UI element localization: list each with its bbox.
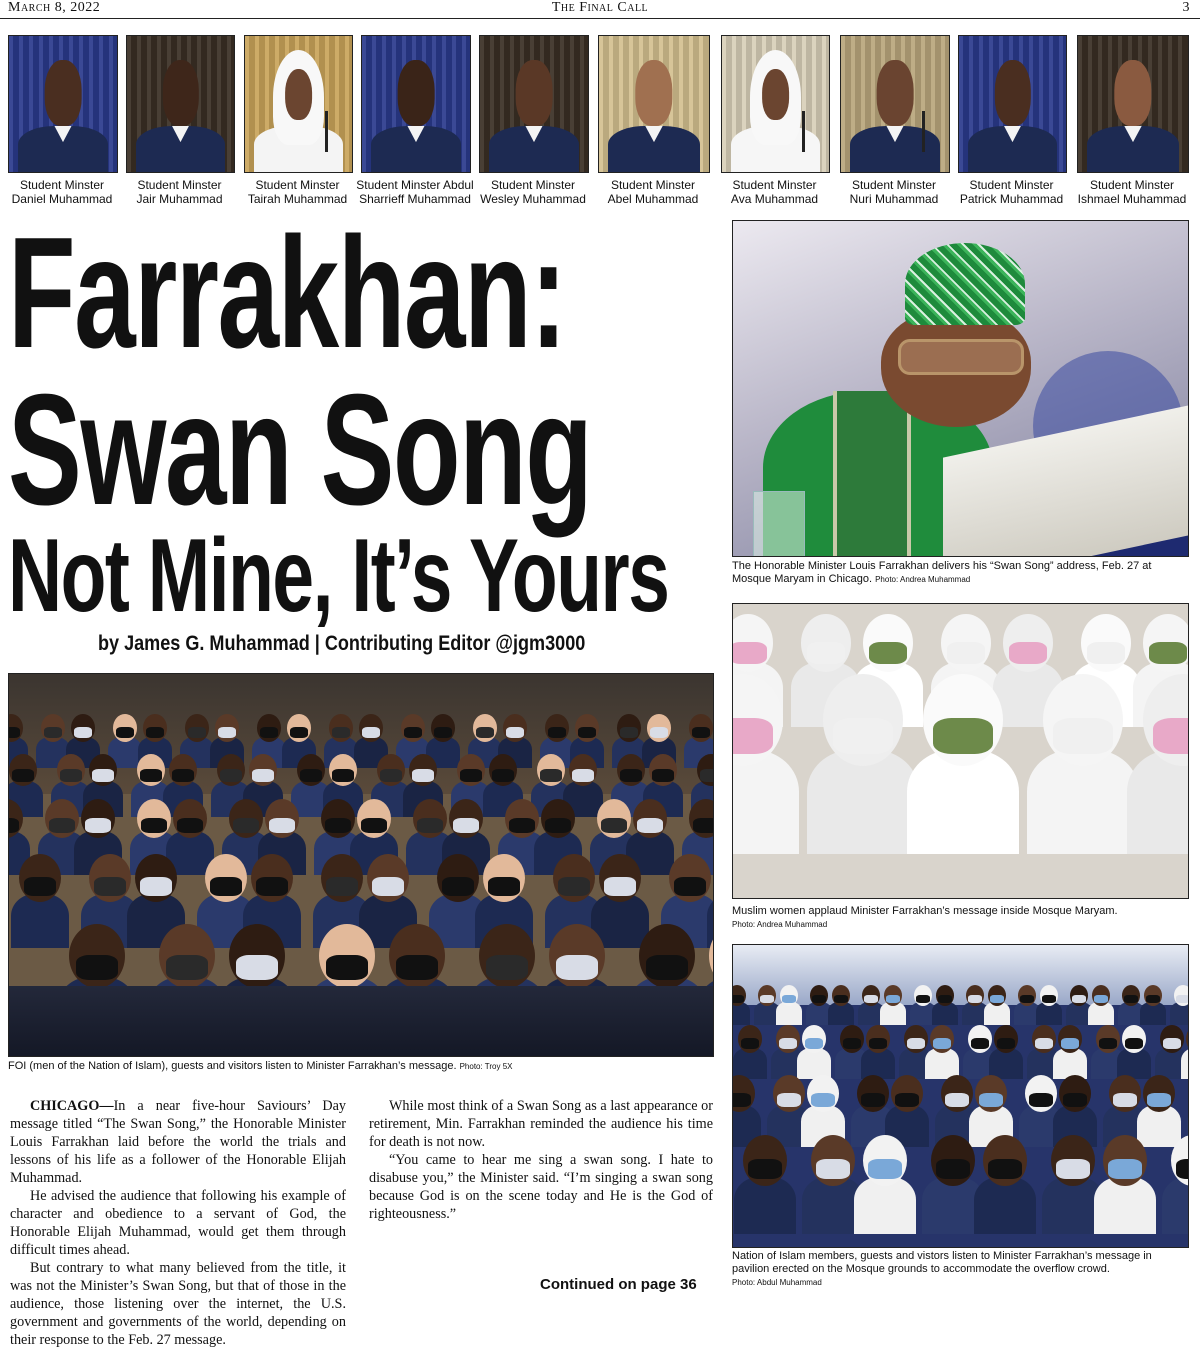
photo-credit: Photo: Troy 5X bbox=[459, 1062, 513, 1071]
article-paragraph: But contrary to what many believed from the title, it was not the Minister’s Swan Song, but that of those in the audience, those listening over the internet, the U.S. government and governments of the world, depending on their response to the Feb. 27 message. bbox=[10, 1260, 346, 1348]
pavilion-ceiling bbox=[733, 945, 1188, 1005]
face bbox=[45, 60, 82, 125]
headshot-name: Tairah Muhammad bbox=[247, 192, 348, 206]
headshot-photo bbox=[958, 35, 1067, 173]
headshot-photo bbox=[8, 35, 118, 173]
water-glass bbox=[753, 491, 805, 557]
face bbox=[1114, 60, 1151, 125]
headshot-name: Wesley Muhammad bbox=[480, 192, 586, 206]
headshot-name: Nuri Muhammad bbox=[849, 192, 939, 206]
headshot-caption bbox=[2, 178, 122, 206]
caption-text: Nation of Islam members, guests and vistors listen to Minister Farrakhan’s message in pavilion erected on the Mosque grounds to accommodate the overflow crowd. bbox=[732, 1250, 1152, 1275]
women-applaud-photo bbox=[732, 603, 1189, 899]
continued-on-page-link[interactable]: Continued on page 36 bbox=[540, 1276, 697, 1293]
headshot-title: Student Minster bbox=[490, 178, 576, 192]
article-column-1-continued bbox=[10, 1259, 346, 1349]
headshot-name: Patrick Muhammad bbox=[959, 192, 1064, 206]
article-paragraph: He advised the audience that following his example of character and obedience to a servant of God, the Honorable Elijah Muhammad, would get them through difficult times ahead. bbox=[10, 1188, 346, 1258]
byline: by James G. Muhammad | Contributing Editor @jgm3000 bbox=[98, 632, 586, 655]
headshot-title: Student Minster bbox=[610, 178, 696, 192]
photo-credit: Photo: Abdul Muhammad bbox=[732, 1278, 822, 1287]
foi-photo-caption bbox=[8, 1060, 712, 1073]
headline-line-1: Farrakhan: bbox=[8, 205, 566, 381]
face bbox=[635, 60, 672, 125]
headshot-name: Ishmael Muhammad bbox=[1077, 192, 1187, 206]
page-number: 3 bbox=[1182, 0, 1190, 15]
headshot-title: Student Minster bbox=[851, 178, 937, 192]
headshot-caption bbox=[952, 178, 1071, 206]
green-fez bbox=[905, 243, 1025, 325]
pavilion-photo-caption bbox=[732, 1250, 1187, 1289]
farrakhan-photo-caption bbox=[732, 560, 1187, 586]
headshot-caption bbox=[120, 178, 239, 206]
headshot-caption bbox=[355, 178, 475, 206]
headshot-title: Student Minster bbox=[1089, 178, 1175, 192]
microphone-icon bbox=[922, 111, 925, 152]
headshot-name: Abel Muhammad bbox=[607, 192, 699, 206]
headshot-photo bbox=[840, 35, 950, 173]
article-column-1 bbox=[10, 1097, 346, 1259]
photo-credit: Photo: Andrea Muhammad bbox=[732, 920, 828, 929]
headshot-caption bbox=[834, 178, 954, 206]
caption-text: FOI (men of the Nation of Islam), guests and visitors listen to Minister Farrakhan’s message. bbox=[8, 1060, 457, 1072]
pavilion-crowd-photo bbox=[732, 944, 1189, 1248]
foi-audience-photo bbox=[8, 673, 714, 1057]
face bbox=[994, 60, 1030, 125]
headshot-photo bbox=[1077, 35, 1189, 173]
headshot-name: Ava Muhammad bbox=[730, 192, 819, 206]
article-paragraph bbox=[10, 1097, 346, 1187]
issue-date: March 8, 2022 bbox=[8, 0, 101, 15]
headshot-title: Student Minster bbox=[19, 178, 105, 192]
publication-name: The Final Call bbox=[551, 0, 649, 15]
paragraph-text: In a near five-hour Saviours’ Day message titled “The Swan Song,” the Honorable Minister Louis Farrakhan laid before the world the trials and lessons of his life as a follower of the Honorable Elijah Muhammad. bbox=[10, 1098, 346, 1186]
photo-credit: Photo: Andrea Muhammad bbox=[875, 575, 971, 584]
face bbox=[162, 60, 198, 125]
headshot-name: Sharrieff Muhammad bbox=[359, 192, 471, 206]
headshot-name: Jair Muhammad bbox=[136, 192, 223, 206]
face bbox=[762, 69, 790, 121]
headshot-caption bbox=[238, 178, 357, 206]
headline-line-2: Swan Song bbox=[8, 362, 592, 538]
face bbox=[516, 60, 553, 125]
headshot-title: Student Minster bbox=[732, 178, 817, 192]
headshot-title: Student Minster Abdul bbox=[356, 178, 474, 192]
headshot-photo bbox=[361, 35, 471, 173]
microphone-icon bbox=[802, 111, 805, 152]
headshot-photo bbox=[721, 35, 830, 173]
folio-line bbox=[0, 0, 1200, 19]
face bbox=[877, 60, 914, 125]
robe-lapel bbox=[833, 391, 911, 557]
headshot-title: Student Minster bbox=[137, 178, 222, 192]
headshot-caption bbox=[715, 178, 834, 206]
headshot-photo bbox=[598, 35, 710, 173]
caption-text: The Honorable Minister Louis Farrakhan delivers his “Swan Song” address, Feb. 27 at Mosque Maryam in Chicago. bbox=[732, 560, 1152, 585]
women-photo-caption bbox=[732, 905, 1187, 931]
article-column-2 bbox=[369, 1097, 713, 1223]
microphone-icon bbox=[325, 111, 328, 152]
eyeglasses bbox=[898, 339, 1024, 375]
face bbox=[285, 69, 313, 121]
article-paragraph: “You came to hear me sing a swan song. I hate to disabuse you,” the Minister said. “I’m singing a swan song because God is on the scene today and He is the God of righteousness.” bbox=[369, 1152, 713, 1222]
headshot-caption bbox=[1071, 178, 1193, 206]
article-paragraph: While most think of a Swan Song as a last appearance or retirement, Min. Farrakhan reminded the audience his time for death is not now. bbox=[369, 1098, 713, 1150]
face bbox=[398, 60, 435, 125]
headshot-photo bbox=[244, 35, 353, 173]
headshot-name: Daniel Muhammad bbox=[11, 192, 113, 206]
headshot-title: Student Minster bbox=[255, 178, 340, 192]
headshot-title: Student Minster bbox=[969, 178, 1054, 192]
headline-line-3: Not Mine, It’s Yours bbox=[8, 518, 669, 634]
farrakhan-podium-photo bbox=[732, 220, 1189, 557]
dateline: CHICAGO— bbox=[30, 1098, 114, 1114]
headshot-caption bbox=[592, 178, 714, 206]
headshot-caption bbox=[473, 178, 593, 206]
headshot-photo bbox=[479, 35, 589, 173]
caption-text: Muslim women applaud Minister Farrakhan’s message inside Mosque Maryam. bbox=[732, 905, 1118, 917]
headshot-photo bbox=[126, 35, 235, 173]
